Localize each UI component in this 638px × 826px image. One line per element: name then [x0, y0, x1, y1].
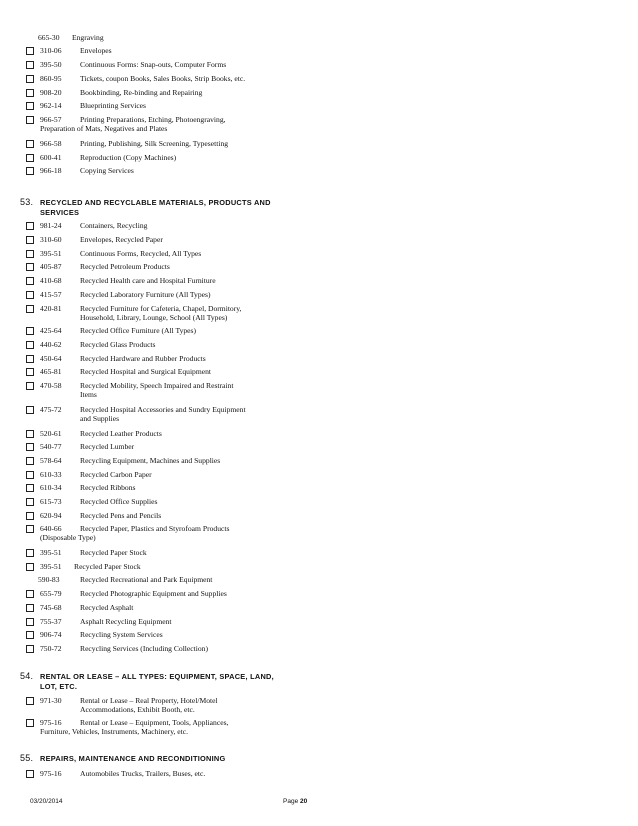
checkbox[interactable] — [26, 525, 34, 533]
footer-page — [283, 798, 307, 805]
commodity-description-continued: Accommodations, Exhibit Booth, etc. — [80, 705, 195, 714]
checkbox[interactable] — [26, 457, 34, 465]
commodity-code: 465-81 — [40, 367, 62, 376]
commodity-description: Envelopes, Recycled Paper — [80, 235, 163, 244]
commodity-description: Printing Preparations, Etching, Photoengraving, — [80, 115, 226, 124]
commodity-description: Asphalt Recycling Equipment — [80, 617, 172, 626]
checkbox[interactable] — [26, 484, 34, 492]
commodity-code: 410-68 — [40, 276, 62, 285]
commodity-description: Envelopes — [80, 46, 112, 55]
checkbox[interactable] — [26, 222, 34, 230]
footer-page-label: Page — [283, 798, 299, 805]
commodity-description: Recycled Paper Stock — [74, 562, 141, 571]
commodity-code: 520-61 — [40, 429, 62, 438]
commodity-code: 750-72 — [40, 644, 62, 653]
commodity-description: Continuous Forms, Recycled, All Types — [80, 249, 202, 258]
commodity-description: Recycled Leather Products — [80, 429, 162, 438]
commodity-description: Recycled Paper Stock — [80, 548, 147, 557]
checkbox[interactable] — [26, 719, 34, 727]
checkbox[interactable] — [26, 250, 34, 258]
commodity-code: 620-94 — [40, 511, 62, 520]
commodity-code: 755-37 — [40, 617, 62, 626]
section-number: 55. — [20, 753, 34, 763]
commodity-description: Recycled Carbon Paper — [80, 470, 152, 479]
commodity-description: Recycled Lumber — [80, 442, 135, 451]
checkbox[interactable] — [26, 512, 34, 520]
commodity-description: Recycled Office Supplies — [80, 497, 158, 506]
section-title-continued: SERVICES — [40, 208, 80, 217]
checkbox[interactable] — [26, 102, 34, 110]
commodity-description: Tickets, coupon Books, Sales Books, Strip Books, etc. — [80, 74, 246, 83]
commodity-description: Recycled Mobility, Speech Impaired and Restraint — [80, 381, 234, 390]
checkbox[interactable] — [26, 645, 34, 653]
commodity-description: Recycled Photographic Equipment and Supplies — [80, 589, 227, 598]
commodity-description: Recycled Recreational and Park Equipment — [80, 575, 213, 584]
commodity-code: 405-87 — [40, 262, 62, 271]
commodity-code: 310-06 — [40, 46, 62, 55]
commodity-description: Recycled Petroleum Products — [80, 262, 170, 271]
section-title: REPAIRS, MAINTENANCE AND RECONDITIONING — [40, 754, 226, 763]
checkbox[interactable] — [26, 631, 34, 639]
commodity-description-continued: Furniture, Vehicles, Instruments, Machinery, etc. — [40, 727, 189, 736]
commodity-code: 578-64 — [40, 456, 62, 465]
commodity-description-continued: (Disposable Type) — [40, 533, 96, 542]
checkbox[interactable] — [26, 430, 34, 438]
checkbox[interactable] — [26, 167, 34, 175]
checkbox[interactable] — [26, 305, 34, 313]
commodity-description: Printing, Publishing, Silk Screening, Typesetting — [80, 139, 229, 148]
checkbox[interactable] — [26, 618, 34, 626]
checkbox[interactable] — [26, 498, 34, 506]
commodity-code: 610-34 — [40, 483, 62, 492]
checkbox[interactable] — [26, 61, 34, 69]
commodity-description: Automobiles Trucks, Trailers, Buses, etc. — [80, 769, 206, 778]
commodity-description: Recycled Pens and Pencils — [80, 511, 162, 520]
commodity-code: 470-58 — [40, 381, 62, 390]
checkbox[interactable] — [26, 549, 34, 557]
commodity-code: 908-20 — [40, 88, 62, 97]
commodity-description: Rental or Lease – Equipment, Tools, Appliances, — [80, 718, 229, 727]
checkbox[interactable] — [26, 277, 34, 285]
commodity-code: 475-72 — [40, 405, 62, 414]
commodity-description: Recycling Equipment, Machines and Supplies — [80, 456, 221, 465]
commodity-code: 981-24 — [40, 221, 62, 230]
commodity-code: 600-41 — [40, 153, 62, 162]
commodity-code: 962-14 — [40, 101, 62, 110]
checkbox[interactable] — [26, 236, 34, 244]
footer-page-number: 20 — [300, 798, 308, 805]
commodity-description: Rental or Lease – Real Property, Hotel/Motel — [80, 696, 218, 705]
commodity-description: Recycled Paper, Plastics and Styrofoam Products — [80, 524, 230, 533]
commodity-code: 395-51 — [40, 562, 62, 571]
commodity-code: 395-51 — [40, 249, 62, 258]
commodity-code: 906-74 — [40, 630, 62, 639]
checkbox[interactable] — [26, 368, 34, 376]
commodity-description: Recycled Health care and Hospital Furniture — [80, 276, 216, 285]
commodity-code: 590-83 — [38, 575, 60, 584]
commodity-description: Recycled Furniture for Cafeteria, Chapel, Dormitory, — [80, 304, 242, 313]
section-title: RECYCLED AND RECYCLABLE MATERIALS, PRODUCTS AND — [40, 198, 271, 207]
section-title-continued: LOT, ETC. — [40, 682, 78, 691]
commodity-code: 975-16 — [40, 718, 62, 727]
commodity-description: Recycled Ribbons — [80, 483, 136, 492]
checkbox[interactable] — [26, 327, 34, 335]
commodity-description: Bookbinding, Re-binding and Repairing — [80, 88, 203, 97]
commodity-description: Recycled Laboratory Furniture (All Types) — [80, 290, 211, 299]
checkbox[interactable] — [26, 604, 34, 612]
footer-date: 03/20/2014 — [30, 798, 63, 805]
commodity-code: 745-68 — [40, 603, 62, 612]
checkbox[interactable] — [26, 116, 34, 124]
commodity-code: 860-95 — [40, 74, 62, 83]
commodity-description: Recycled Hospital and Surgical Equipment — [80, 367, 212, 376]
commodity-code: 425-64 — [40, 326, 62, 335]
commodity-code: 395-51 — [40, 548, 62, 557]
commodity-description: Containers, Recycling — [80, 221, 148, 230]
commodity-description: Copying Services — [80, 166, 134, 175]
commodity-code: 966-57 — [40, 115, 62, 124]
commodity-code: 966-18 — [40, 166, 62, 175]
checkbox[interactable] — [26, 697, 34, 705]
commodity-description: Reproduction (Copy Machines) — [80, 153, 177, 162]
commodity-description-continued: Items — [80, 390, 97, 399]
checkbox[interactable] — [26, 154, 34, 162]
commodity-code: 615-73 — [40, 497, 62, 506]
commodity-code: 966-58 — [40, 139, 62, 148]
commodity-description: Blueprinting Services — [80, 101, 147, 110]
commodity-description: Engraving — [72, 33, 104, 42]
commodity-code: 415-57 — [40, 290, 62, 299]
checkbox[interactable] — [26, 47, 34, 55]
commodity-code: 450-64 — [40, 354, 62, 363]
commodity-code: 655-79 — [40, 589, 62, 598]
commodity-code: 640-66 — [40, 524, 62, 533]
checkbox[interactable] — [26, 590, 34, 598]
commodity-description: Recycled Office Furniture (All Types) — [80, 326, 197, 335]
commodity-code: 665-30 — [38, 33, 60, 42]
checkbox[interactable] — [26, 291, 34, 299]
commodity-description: Recycling System Services — [80, 630, 163, 639]
commodity-code: 610-33 — [40, 470, 62, 479]
commodity-code: 420-81 — [40, 304, 62, 313]
commodity-description: Continuous Forms: Snap-outs, Computer Forms — [80, 60, 227, 69]
commodity-code: 971-30 — [40, 696, 62, 705]
checkbox[interactable] — [26, 382, 34, 390]
commodity-description: Recycling Services (Including Collection) — [80, 644, 209, 653]
checkbox[interactable] — [26, 406, 34, 414]
commodity-code: 310-60 — [40, 235, 62, 244]
commodity-description: Recycled Hardware and Rubber Products — [80, 354, 206, 363]
commodity-description-continued: Household, Library, Lounge, School (All Types) — [80, 313, 228, 322]
checkbox[interactable] — [26, 75, 34, 83]
commodity-description: Recycled Asphalt — [80, 603, 134, 612]
checkbox[interactable] — [26, 563, 34, 571]
section-title: RENTAL OR LEASE – ALL TYPES: EQUIPMENT, SPACE, LAND, — [40, 672, 274, 681]
checkbox[interactable] — [26, 355, 34, 363]
checkbox[interactable] — [26, 140, 34, 148]
checkbox[interactable] — [26, 471, 34, 479]
checkbox[interactable] — [26, 770, 34, 778]
commodity-code: 540-77 — [40, 442, 62, 451]
section-number: 54. — [20, 671, 34, 681]
section-number: 53. — [20, 197, 34, 207]
commodity-code: 975-16 — [40, 769, 62, 778]
commodity-code: 395-50 — [40, 60, 62, 69]
commodity-description-continued: Preparation of Mats, Negatives and Plates — [40, 124, 168, 133]
commodity-code: 440-62 — [40, 340, 62, 349]
checkbox[interactable] — [26, 89, 34, 97]
checkbox[interactable] — [26, 443, 34, 451]
commodity-description-continued: and Supplies — [80, 414, 120, 423]
checkbox[interactable] — [26, 341, 34, 349]
commodity-description: Recycled Glass Products — [80, 340, 156, 349]
checkbox[interactable] — [26, 263, 34, 271]
commodity-description: Recycled Hospital Accessories and Sundry Equipment — [80, 405, 246, 414]
